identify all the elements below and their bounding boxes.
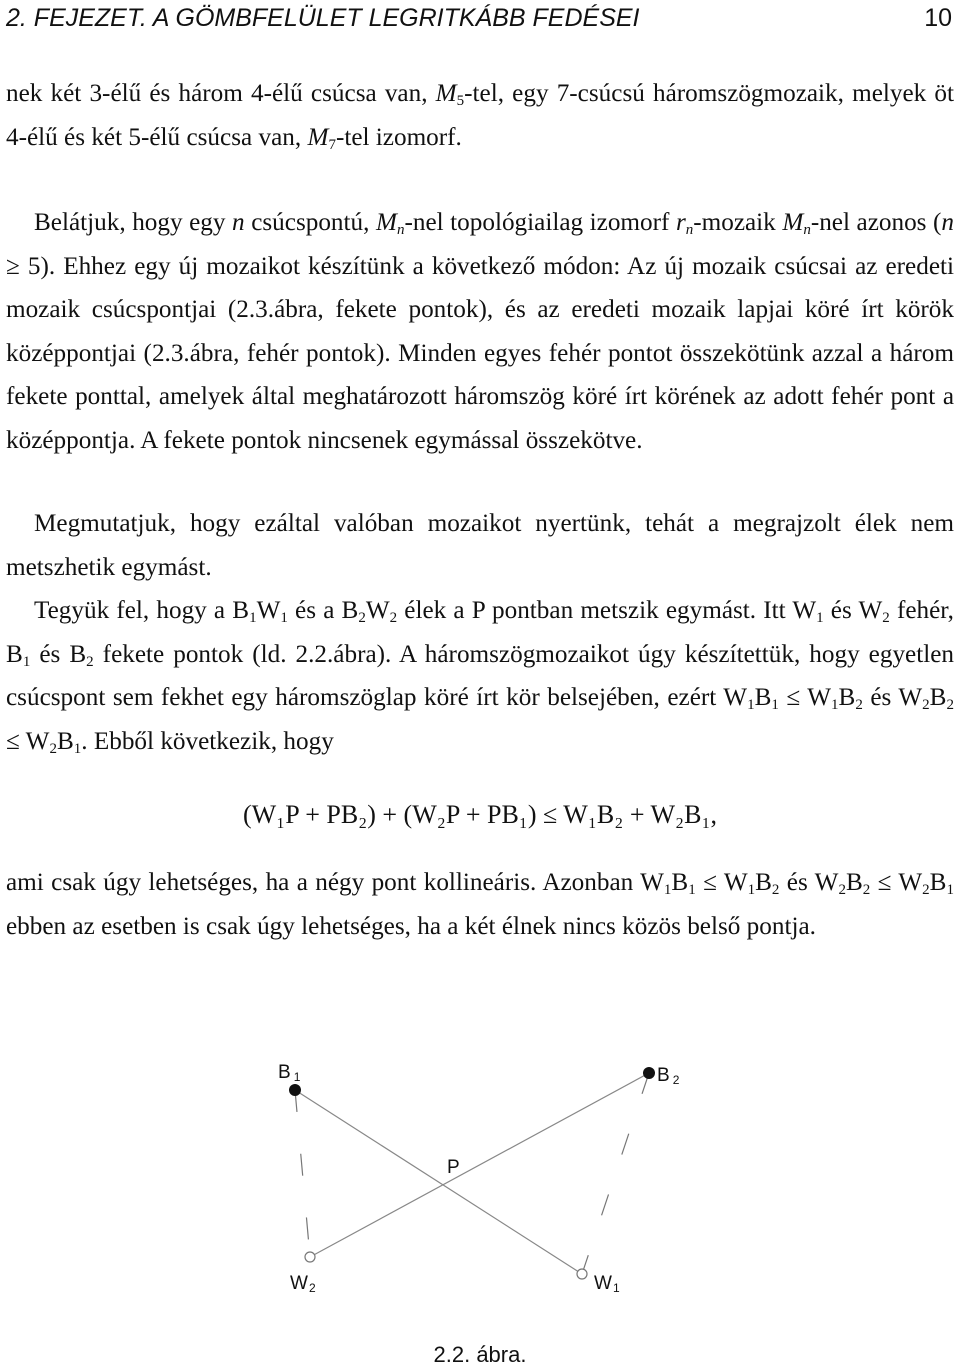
text-run: ≤ W <box>778 684 832 711</box>
text-run: élek a P pontban metszik egymást. Itt W <box>397 597 817 624</box>
figure-2-2 <box>0 1045 960 1369</box>
edge-b1-w1 <box>295 1090 582 1274</box>
text-run: -tel, egy 7-csúcsú háromszögmozaik, <box>464 80 844 107</box>
text-run: -nel azonos ( <box>810 209 942 236</box>
math-subscript: 2 <box>946 697 954 713</box>
math-subscript: 2 <box>862 882 871 898</box>
chapter-title: 2. FEJEZET. A GÖMBFELÜLET LEGRITKÁBB FEDÉSEI <box>6 4 640 32</box>
text-run: ≤ W <box>870 869 923 896</box>
text-run: B <box>755 869 772 896</box>
math-subscript: 2 <box>855 697 863 713</box>
math-symbol: r <box>675 209 686 236</box>
math-subscript: 5 <box>456 93 465 109</box>
text-run: nek két 3-élű és három 4-élű csúcsa van, <box>6 80 436 107</box>
point-b2 <box>643 1067 655 1079</box>
text-run: és W <box>862 684 923 711</box>
text-run: ami csak úgy lehetséges, ha a négy pont kollineáris. Azonban W <box>6 869 664 896</box>
math-subscript: n <box>685 222 694 238</box>
text-run: B <box>56 727 74 755</box>
label-b2: B 2 <box>657 1065 680 1087</box>
math-subscript: n <box>803 222 811 238</box>
math-symbol: M <box>782 209 804 236</box>
text-run: melyek öt 4-élű és két 5-élű csúcsa van, <box>6 80 955 151</box>
display-formula: (W₁P + PB₂) + (W₂P + PB₁) ≤ W₁B₂ + W₂B₁, <box>242 800 718 829</box>
math-subscript: 2 <box>838 882 846 898</box>
paragraph-5 <box>6 861 954 948</box>
text-run: B <box>754 684 772 711</box>
math-symbol: M <box>435 80 457 107</box>
math-subscript: 2 <box>882 610 890 626</box>
math-subscript: 2 <box>358 610 366 626</box>
edge-b1-w2-dashed <box>295 1090 310 1257</box>
math-subscript: 1 <box>816 610 824 626</box>
text-run: és a B <box>287 597 359 624</box>
text-run: -nel topológiailag izomorf <box>404 209 676 236</box>
text-run: B <box>845 869 863 896</box>
text-run: Belátjuk, hogy egy <box>34 209 233 236</box>
math-symbol: n <box>941 209 954 236</box>
math-symbol: M <box>375 209 397 236</box>
math-symbol: M <box>307 123 329 151</box>
math-subscript: 2 <box>771 882 780 898</box>
math-subscript: 1 <box>22 653 31 670</box>
text-run: B <box>671 869 689 896</box>
figure-diagram <box>0 1045 960 1345</box>
math-subscript: 7 <box>328 136 336 153</box>
text-run: ≤ W <box>6 727 50 755</box>
math-subscript: 1 <box>73 740 82 757</box>
paragraph-2 <box>6 201 954 462</box>
text-run: fekete pontok (ld. 2.2.ábra). A háromszögmozaikot úgy készítettük, hogy egyetlen csúcspont sem fekhet egy háromszöglap köré írt kör belsejében, ezért W <box>6 640 955 711</box>
math-subscript: 1 <box>280 610 288 626</box>
label-w2: W2 <box>290 1273 316 1295</box>
page-header <box>6 4 954 40</box>
text-run: és B <box>30 640 87 668</box>
text-run: ≤ W <box>695 869 748 896</box>
text-run: Tegyük fel, hogy a B <box>34 597 250 624</box>
text-run: B <box>929 869 947 896</box>
text-run: csúcspontú, <box>244 209 376 236</box>
math-symbol: n <box>232 209 245 236</box>
paragraph-4 <box>6 589 954 763</box>
text-run: . Ebből következik, hogy <box>81 727 334 755</box>
math-subscript: 2 <box>922 697 930 713</box>
text-run: fehér, B <box>6 597 954 668</box>
edge-b2-w2 <box>310 1073 649 1257</box>
page-body <box>6 72 954 948</box>
math-subscript: 1 <box>747 882 756 898</box>
page-number: 10 <box>924 4 952 32</box>
label-p: P <box>447 1157 460 1178</box>
text-run: és W <box>779 869 839 896</box>
label-b1: B 1 <box>278 1062 301 1084</box>
math-subscript: 2 <box>922 882 930 898</box>
math-subscript: 1 <box>831 697 839 713</box>
edge-b2-w1-dashed <box>582 1073 649 1274</box>
math-subscript: 2 <box>49 740 57 757</box>
paragraph-1 <box>6 72 954 159</box>
text-run: és W <box>823 597 883 624</box>
text-run: W <box>256 597 281 624</box>
text-run: W <box>365 597 390 624</box>
text-run: -mozaik <box>693 209 783 236</box>
text-run: B <box>838 684 856 711</box>
paragraph-3: Megmutatjuk, hogy ezáltal valóban mozaikot nyertünk, tehát a megrajzolt élek nem metszhetik egymást. <box>6 510 954 581</box>
text-run: ≥ 5). Ehhez egy új mozaikot készítünk a következő módon: Az új mozaik csúcsai az eredeti mozaik csúcspontjai (2.3.ábra, fekete pontok), és az eredeti mozaik lapjai köré írt körök középpontjai (2.3.ábra, fehér pontok). Minden egyes fehér pontot összekötünk azzal a három fekete ponttal, amelyek által meghatározott háromszög köré írt körének az adott fehér pont a középpontja. A fekete pontok nincsenek egymással összekötve. <box>6 252 954 454</box>
text-run: B <box>929 684 947 711</box>
math-subscript: 1 <box>249 610 257 626</box>
point-b1 <box>289 1084 301 1096</box>
math-subscript: 1 <box>771 697 779 713</box>
text-run: ebben az esetben is csak úgy lehetséges, ha a két élnek nincs közös belső pontja. <box>6 912 816 940</box>
math-subscript: 2 <box>86 653 94 670</box>
math-subscript: 1 <box>688 882 696 898</box>
math-subscript: 1 <box>747 697 755 713</box>
label-w1: W1 <box>594 1273 620 1295</box>
math-subscript: 1 <box>663 882 672 898</box>
math-subscript: 2 <box>389 610 398 626</box>
figure-caption: 2.2. ábra. <box>433 1342 527 1367</box>
point-w2 <box>305 1252 315 1262</box>
text-run: -tel izomorf. <box>335 123 462 151</box>
point-w1 <box>577 1269 587 1279</box>
math-subscript: 1 <box>946 882 954 898</box>
math-subscript: n <box>396 222 405 238</box>
